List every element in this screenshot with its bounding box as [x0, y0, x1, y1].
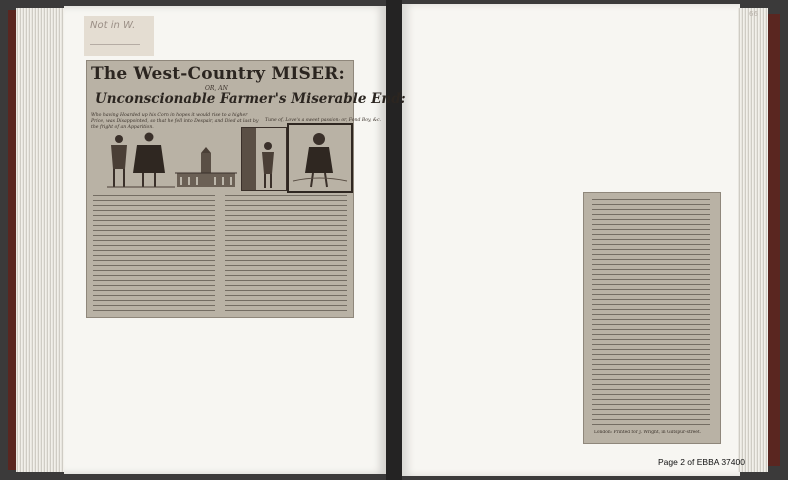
broadside-tune: Tune of, Love's a sweet passion: or, Fond Boy, &c. — [265, 118, 382, 123]
broadside-text-column-1 — [93, 195, 215, 311]
woodcut-doorway — [241, 127, 287, 191]
broadside-text-column-2 — [225, 195, 347, 311]
broadside-subtitle-or: OR, AN — [205, 85, 228, 92]
broadside-title-line1: The West-Country MISER: — [91, 64, 345, 84]
broadside-left-sheet — [86, 60, 406, 318]
manuscript-note: Not in W. — [90, 20, 136, 31]
page-number-mark: 66 — [749, 10, 758, 18]
broadside-imprint: London: Printed for J. Wright, in Giltspur-street. — [594, 430, 702, 435]
manuscript-note-scribble — [90, 36, 140, 45]
manuscript-note-slip — [84, 16, 154, 56]
broadside-title-line2: Unconscionable Farmer's Miserable End: — [95, 91, 406, 107]
broadside-text-column-3 — [592, 199, 710, 425]
broadside-description: Who having Hoarded up his Corn in hopes it would rise to a higher Price, was Disappointed, so that he fell into Despair, and Died at last by the fright of an Apparition. — [91, 113, 259, 130]
book-gutter — [386, 0, 402, 480]
woodcut-figures — [97, 129, 177, 189]
right-page-edges — [738, 8, 768, 472]
left-page-edges — [16, 8, 66, 472]
page-caption: Page 2 of EBBA 37400 — [658, 457, 745, 467]
woodcut-apparition — [287, 123, 353, 193]
woodcut-church — [173, 147, 239, 191]
broadside-right-sheet — [583, 192, 721, 444]
book-cover-right — [766, 14, 780, 466]
